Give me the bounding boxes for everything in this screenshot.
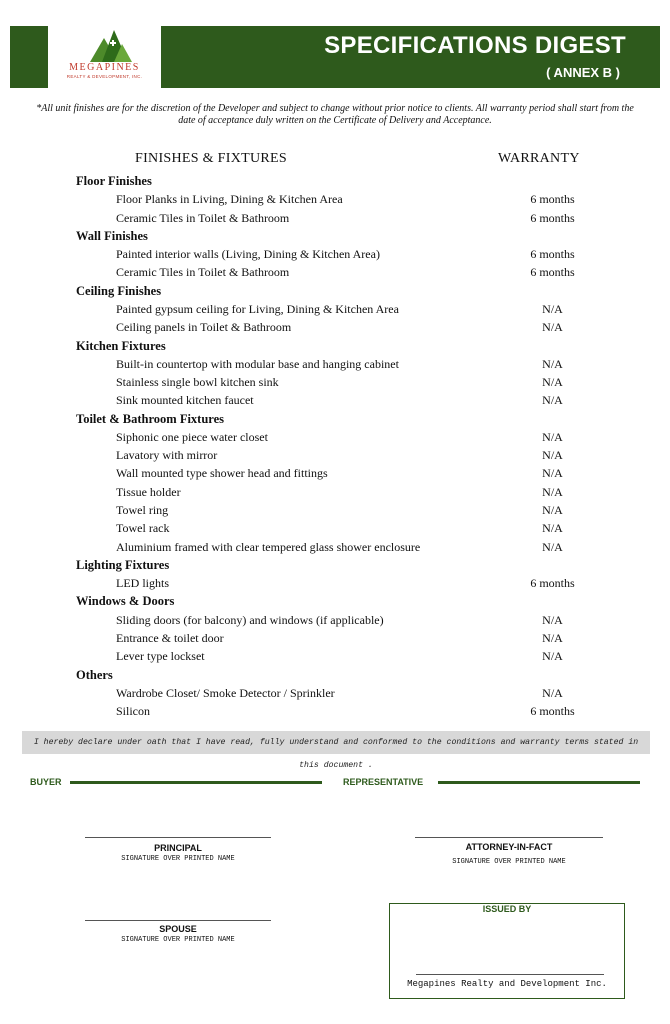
warranty-value: N/A bbox=[542, 466, 563, 481]
principal-label: PRINCIPAL bbox=[154, 843, 202, 853]
spec-item-row bbox=[0, 263, 670, 281]
spec-item-label: Ceramic Tiles in Toilet & Bathroom bbox=[116, 265, 290, 280]
spec-item-label: Silicon bbox=[116, 704, 151, 719]
attorney-label: ATTORNEY-IN-FACT bbox=[465, 842, 553, 852]
spec-item-row bbox=[0, 483, 670, 501]
spec-item-row bbox=[0, 538, 670, 556]
logo-wordmark: MEGAPINES bbox=[69, 62, 140, 73]
buyer-divider bbox=[70, 781, 322, 784]
principal-signature-line bbox=[85, 837, 271, 838]
spec-item-row bbox=[0, 245, 670, 263]
warranty-value: N/A bbox=[542, 503, 563, 518]
category-label: Floor Finishes bbox=[76, 174, 152, 188]
spec-item-row bbox=[0, 391, 670, 409]
spec-item-label: Painted gypsum ceiling for Living, Dining & Kitchen Area bbox=[116, 301, 399, 316]
issued-by-text: ISSUED BY bbox=[477, 904, 538, 914]
issued-by-box bbox=[389, 903, 625, 999]
spec-item-label: Ceiling panels in Toilet & Bathroom bbox=[116, 320, 292, 335]
spec-item-label: Stainless single bowl kitchen sink bbox=[116, 375, 279, 390]
issuer-signature-line bbox=[416, 974, 604, 975]
category-row bbox=[0, 666, 670, 684]
category-label: Wall Finishes bbox=[76, 228, 148, 243]
warranty-value: N/A bbox=[542, 612, 563, 627]
spec-item-row bbox=[0, 574, 670, 592]
header-banner bbox=[10, 26, 660, 88]
warranty-value: N/A bbox=[542, 521, 563, 536]
category-row bbox=[0, 227, 670, 245]
spec-item-label: Tissue holder bbox=[116, 484, 181, 499]
spec-item-row bbox=[0, 318, 670, 336]
attorney-signature-line bbox=[415, 837, 603, 838]
logo-subtitle: REALTY & DEVELOPMENT, INC. bbox=[66, 74, 143, 79]
page-title: SPECIFICATIONS DIGEST bbox=[324, 32, 626, 59]
spec-item-label: Lavatory with mirror bbox=[116, 448, 218, 463]
category-label: Lighting Fixtures bbox=[76, 557, 170, 572]
spec-item-row bbox=[0, 190, 670, 208]
warranty-value: 6 months bbox=[530, 704, 575, 719]
representative-label: REPRESENTATIVE bbox=[343, 777, 424, 787]
warranty-value: N/A bbox=[542, 649, 563, 664]
warranty-value: 6 months bbox=[530, 210, 575, 225]
spec-item-row bbox=[0, 647, 670, 665]
warranty-column-header: WARRANTY bbox=[498, 151, 580, 166]
warranty-value: 6 months bbox=[530, 247, 575, 262]
finishes-column-header: FINISHES & FIXTURES bbox=[135, 151, 287, 166]
warranty-value: N/A bbox=[542, 539, 563, 554]
category-row bbox=[0, 282, 670, 300]
category-label: Toilet & Bathroom Fixtures bbox=[76, 411, 225, 426]
representative-divider bbox=[438, 781, 640, 784]
spec-item-row bbox=[0, 446, 670, 464]
category-label: Others bbox=[76, 667, 113, 682]
spec-item-label: Sliding doors (for balcony) and windows (if applicable) bbox=[116, 612, 384, 627]
warranty-value: N/A bbox=[542, 685, 563, 700]
spec-item-row bbox=[0, 355, 670, 373]
warranty-value: N/A bbox=[542, 356, 563, 371]
warranty-value: N/A bbox=[542, 320, 563, 335]
spec-item-row bbox=[0, 702, 670, 720]
attorney-caption: SIGNATURE OVER PRINTED NAME bbox=[452, 858, 566, 866]
spec-item-label: Towel ring bbox=[116, 503, 169, 518]
company-logo bbox=[48, 26, 161, 88]
category-row bbox=[0, 337, 670, 355]
warranty-value: 6 months bbox=[530, 265, 575, 280]
warranty-value: N/A bbox=[542, 301, 563, 316]
warranty-value: N/A bbox=[542, 484, 563, 499]
issued-by-label bbox=[390, 904, 624, 914]
principal-caption: SIGNATURE OVER PRINTED NAME bbox=[121, 855, 235, 863]
spec-item-label: Floor Planks in Living, Dining & Kitchen Area bbox=[116, 192, 343, 207]
category-row bbox=[0, 556, 670, 574]
spec-item-row bbox=[0, 519, 670, 537]
spec-item-label: Lever type lockset bbox=[116, 649, 205, 664]
category-row bbox=[0, 410, 670, 428]
spec-item-label: LED lights bbox=[116, 576, 169, 591]
spec-item-label: Wardrobe Closet/ Smoke Detector / Sprinkler bbox=[116, 685, 335, 700]
category-row bbox=[0, 172, 670, 190]
spec-item-row bbox=[0, 684, 670, 702]
spec-item-row bbox=[0, 300, 670, 318]
spec-item-row bbox=[0, 209, 670, 227]
spec-item-row bbox=[0, 373, 670, 391]
spec-item-row bbox=[0, 611, 670, 629]
spec-item-label: Sink mounted kitchen faucet bbox=[116, 393, 254, 408]
spec-item-label: Painted interior walls (Living, Dining & Kitchen Area) bbox=[116, 247, 380, 262]
category-row bbox=[0, 592, 670, 610]
spec-item-label: Wall mounted type shower head and fittings bbox=[116, 466, 328, 481]
annex-label: ( ANNEX B ) bbox=[546, 65, 620, 80]
spec-item-label: Built-in countertop with modular base and hanging cabinet bbox=[116, 356, 399, 371]
warranty-value: N/A bbox=[542, 429, 563, 444]
category-label: Kitchen Fixtures bbox=[76, 338, 166, 353]
warranty-value: 6 months bbox=[530, 576, 575, 591]
warranty-value: N/A bbox=[542, 448, 563, 463]
spec-item-label: Towel rack bbox=[116, 521, 170, 536]
spouse-caption: SIGNATURE OVER PRINTED NAME bbox=[121, 936, 235, 944]
warranty-value: N/A bbox=[542, 375, 563, 390]
spouse-signature-line bbox=[85, 920, 271, 921]
category-label: Ceiling Finishes bbox=[76, 283, 162, 298]
warranty-value: 6 months bbox=[530, 192, 575, 207]
spouse-label: SPOUSE bbox=[159, 924, 197, 934]
spec-item-label: Ceramic Tiles in Toilet & Bathroom bbox=[116, 210, 290, 225]
issuer-name: Megapines Realty and Development Inc. bbox=[407, 979, 607, 989]
spec-item-label: Aluminium framed with clear tempered glass shower enclosure bbox=[116, 539, 421, 554]
spec-item-label: Siphonic one piece water closet bbox=[116, 429, 268, 444]
spec-item-row bbox=[0, 629, 670, 647]
spec-item-label: Entrance & toilet door bbox=[116, 631, 224, 645]
spec-item-row bbox=[0, 464, 670, 482]
buyer-label: BUYER bbox=[30, 777, 62, 787]
spec-item-row bbox=[0, 428, 670, 446]
disclaimer-note: *All unit finishes are for the discretion of the Developer and subject to change without prior notice to clients. All warranty period shall start from the date of acceptance duly written on the Certificate of Delivery and Acceptance. bbox=[36, 103, 634, 126]
declaration-statement: I hereby declare under oath that I have read, fully understand and conformed to the conditions and warranty terms stated in this document . bbox=[22, 731, 650, 754]
warranty-value: N/A bbox=[542, 631, 563, 645]
warranty-value: N/A bbox=[542, 393, 563, 408]
spec-item-row bbox=[0, 501, 670, 519]
category-label: Windows & Doors bbox=[76, 594, 175, 609]
